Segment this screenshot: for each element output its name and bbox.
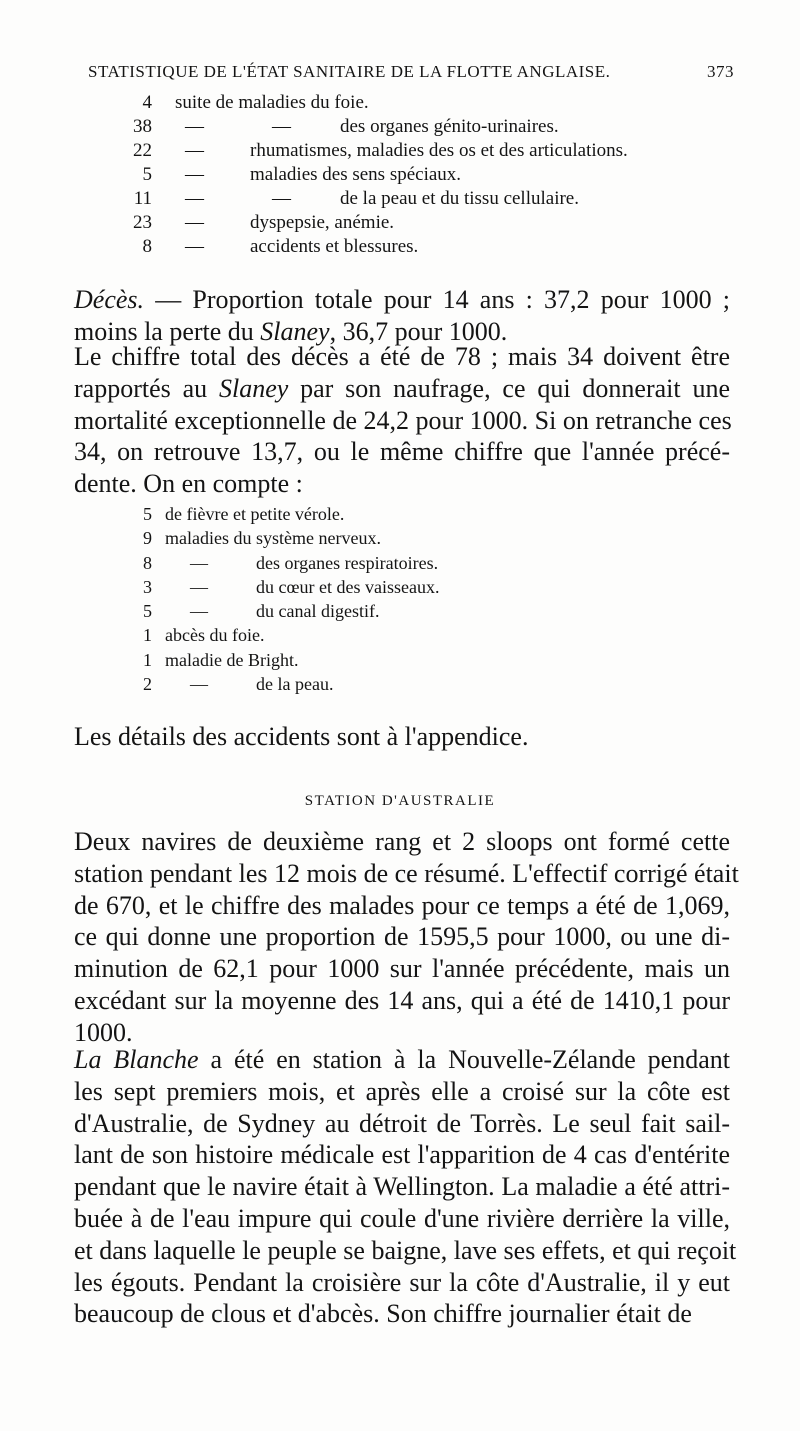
accidents-line: Les détails des accidents sont à l'appendice. xyxy=(74,722,529,751)
count: 1 xyxy=(143,649,152,670)
text-line xyxy=(74,1044,730,1076)
text-line xyxy=(74,953,730,985)
count: 5 xyxy=(143,601,152,622)
text-line xyxy=(74,1298,730,1330)
text-line xyxy=(74,405,730,437)
text-line xyxy=(74,1203,730,1235)
ditto-mark: — xyxy=(185,116,204,137)
accidents-paragraph xyxy=(74,721,730,753)
item-text: des organes respiratoires. xyxy=(256,552,439,573)
text-run: dente. On en compte : xyxy=(74,469,303,499)
text-line xyxy=(74,921,730,953)
text-line xyxy=(74,1139,730,1171)
ditto-mark: — xyxy=(190,552,208,573)
text-line xyxy=(74,341,730,373)
text-run: et dans laquelle le peuple se baigne, lave ses effets, et qui reçoit xyxy=(74,1235,737,1265)
item-text: abcès du foie. xyxy=(165,625,265,646)
item-text: de la peau. xyxy=(256,674,334,695)
text-run: de 670, et le chiffre des malades pour ce temps a été de 1,069, xyxy=(74,890,730,920)
text-line xyxy=(74,858,739,890)
text-line xyxy=(74,468,730,500)
item-text: des organes génito-urinaires. xyxy=(340,116,559,137)
text-run: 34, on retrouve 13,7, ou le même chiffre que l'année précé- xyxy=(74,437,730,467)
count: 5 xyxy=(143,504,152,524)
page-number: 373 xyxy=(707,62,734,81)
deces-text-2a: moins la perte du xyxy=(74,316,261,346)
running-title: STATISTIQUE DE L'ÉTAT SANITAIRE DE LA FLOTTE ANGLAISE. xyxy=(88,62,611,81)
text-run: d'Australie, de Sydney au détroit de Torrès. Le seul fait sail- xyxy=(74,1108,730,1138)
ship-name-slaney: Slaney xyxy=(260,316,330,346)
text-run: 1000. xyxy=(74,1017,133,1047)
count: 1 xyxy=(143,625,152,646)
text-line xyxy=(74,1076,730,1108)
text-run: rapportés au xyxy=(74,373,219,403)
text-line xyxy=(74,890,730,922)
count: 3 xyxy=(143,576,152,597)
text-run: excédant sur la moyenne des 14 ans, qui a été de 1410,1 pour xyxy=(74,985,730,1015)
text-run: les sept premiers mois, et après elle a croisé sur la côte est xyxy=(74,1076,730,1106)
deces-label: Décès. xyxy=(74,285,145,314)
ditto-mark: — xyxy=(185,188,204,209)
item-text: du cœur et des vaisseaux. xyxy=(256,576,440,597)
count: 2 xyxy=(143,674,152,695)
text-run: Deux navires de deuxième rang et 2 sloops ont formé cette xyxy=(74,827,730,856)
text-run: par son naufrage, ce qui donnerait une xyxy=(288,373,730,403)
text-run: station pendant les 12 mois de ce résumé. L'effectif corrigé était xyxy=(74,858,739,888)
running-header xyxy=(88,62,734,82)
italic-name: La Blanche xyxy=(74,1045,199,1074)
ditto-mark: — xyxy=(185,236,204,257)
count: 8 xyxy=(143,552,152,573)
count: 23 xyxy=(133,212,152,233)
item-text: de fièvre et petite vérole. xyxy=(165,504,345,524)
item-text: maladies du système nerveux. xyxy=(165,528,381,549)
text-run: a été en station à la Nouvelle-Zélande pendant xyxy=(198,1045,730,1074)
total-deaths-paragraph xyxy=(74,341,730,500)
text-run: les égouts. Pendant la croisière sur la côte d'Australie, il y eut xyxy=(74,1267,730,1297)
text-run: ce qui donne une proportion de 1595,5 pour 1000, ou une di- xyxy=(74,922,730,952)
text-run: mortalité exceptionnelle de 24,2 pour 1000. Si on retranche ces xyxy=(74,405,732,435)
ditto-mark: — xyxy=(190,674,208,695)
count: 11 xyxy=(133,188,152,209)
text-line xyxy=(74,436,730,468)
italic-name: Slaney xyxy=(218,373,289,403)
text-run: minution de 62,1 pour 1000 sur l'année précédente, mais un xyxy=(74,954,730,984)
ditto-mark: — xyxy=(190,576,208,597)
deces-paragraph xyxy=(74,284,730,348)
count: 38 xyxy=(133,116,152,137)
deces-text: — Proportion totale pour 14 ans : 37,2 pour 1000 ; xyxy=(144,285,730,314)
item-text: de la peau et du tissu cellulaire. xyxy=(340,188,579,209)
count: 4 xyxy=(142,92,152,113)
blanche-paragraph xyxy=(74,1044,737,1330)
ditto-mark: — xyxy=(190,601,208,622)
text-line xyxy=(74,1235,737,1267)
ditto-mark: — xyxy=(272,188,291,209)
text-line xyxy=(74,373,730,405)
count: 5 xyxy=(142,164,152,185)
count: 22 xyxy=(133,140,152,161)
text-run: beaucoup de clous et d'abcès. Son chiffre journalier était de xyxy=(74,1299,692,1329)
count: 8 xyxy=(142,236,152,257)
item-text: dyspepsie, anémie. xyxy=(250,212,395,233)
text-line xyxy=(74,1108,730,1140)
text-run: pendant que le navire était à Wellington. La maladie a été attri- xyxy=(74,1172,730,1202)
text-run: buée à de l'eau impure qui coule d'une rivière derrière la ville, xyxy=(74,1203,730,1233)
text-run: lant de son histoire médicale est l'apparition de 4 cas d'entérite xyxy=(74,1140,730,1170)
text-run: Le chiffre total des décès a été de 78 ; mais 34 doivent être xyxy=(74,342,730,371)
station-paragraph xyxy=(74,826,739,1049)
ditto-mark: — xyxy=(185,164,204,185)
ditto-mark: — xyxy=(272,116,291,137)
item-text: maladies des sens spéciaux. xyxy=(250,164,462,185)
text-line xyxy=(74,1267,730,1299)
ditto-mark: — xyxy=(185,140,204,161)
item-text: du canal digestif. xyxy=(256,601,380,622)
text-line xyxy=(74,985,730,1017)
item-text: rhumatismes, maladies des os et des articulations. xyxy=(250,140,628,161)
deces-text-2b: , 36,7 pour 1000. xyxy=(329,316,508,346)
text-line xyxy=(74,1171,730,1203)
count: 9 xyxy=(143,528,152,549)
item-text: accidents et blessures. xyxy=(250,236,419,257)
text-line xyxy=(74,826,730,858)
item-text: maladie de Bright. xyxy=(165,649,299,670)
section-heading: STATION D'AUSTRALIE xyxy=(304,793,496,809)
item-text: suite de maladies du foie. xyxy=(175,92,369,113)
ditto-mark: — xyxy=(185,212,204,233)
